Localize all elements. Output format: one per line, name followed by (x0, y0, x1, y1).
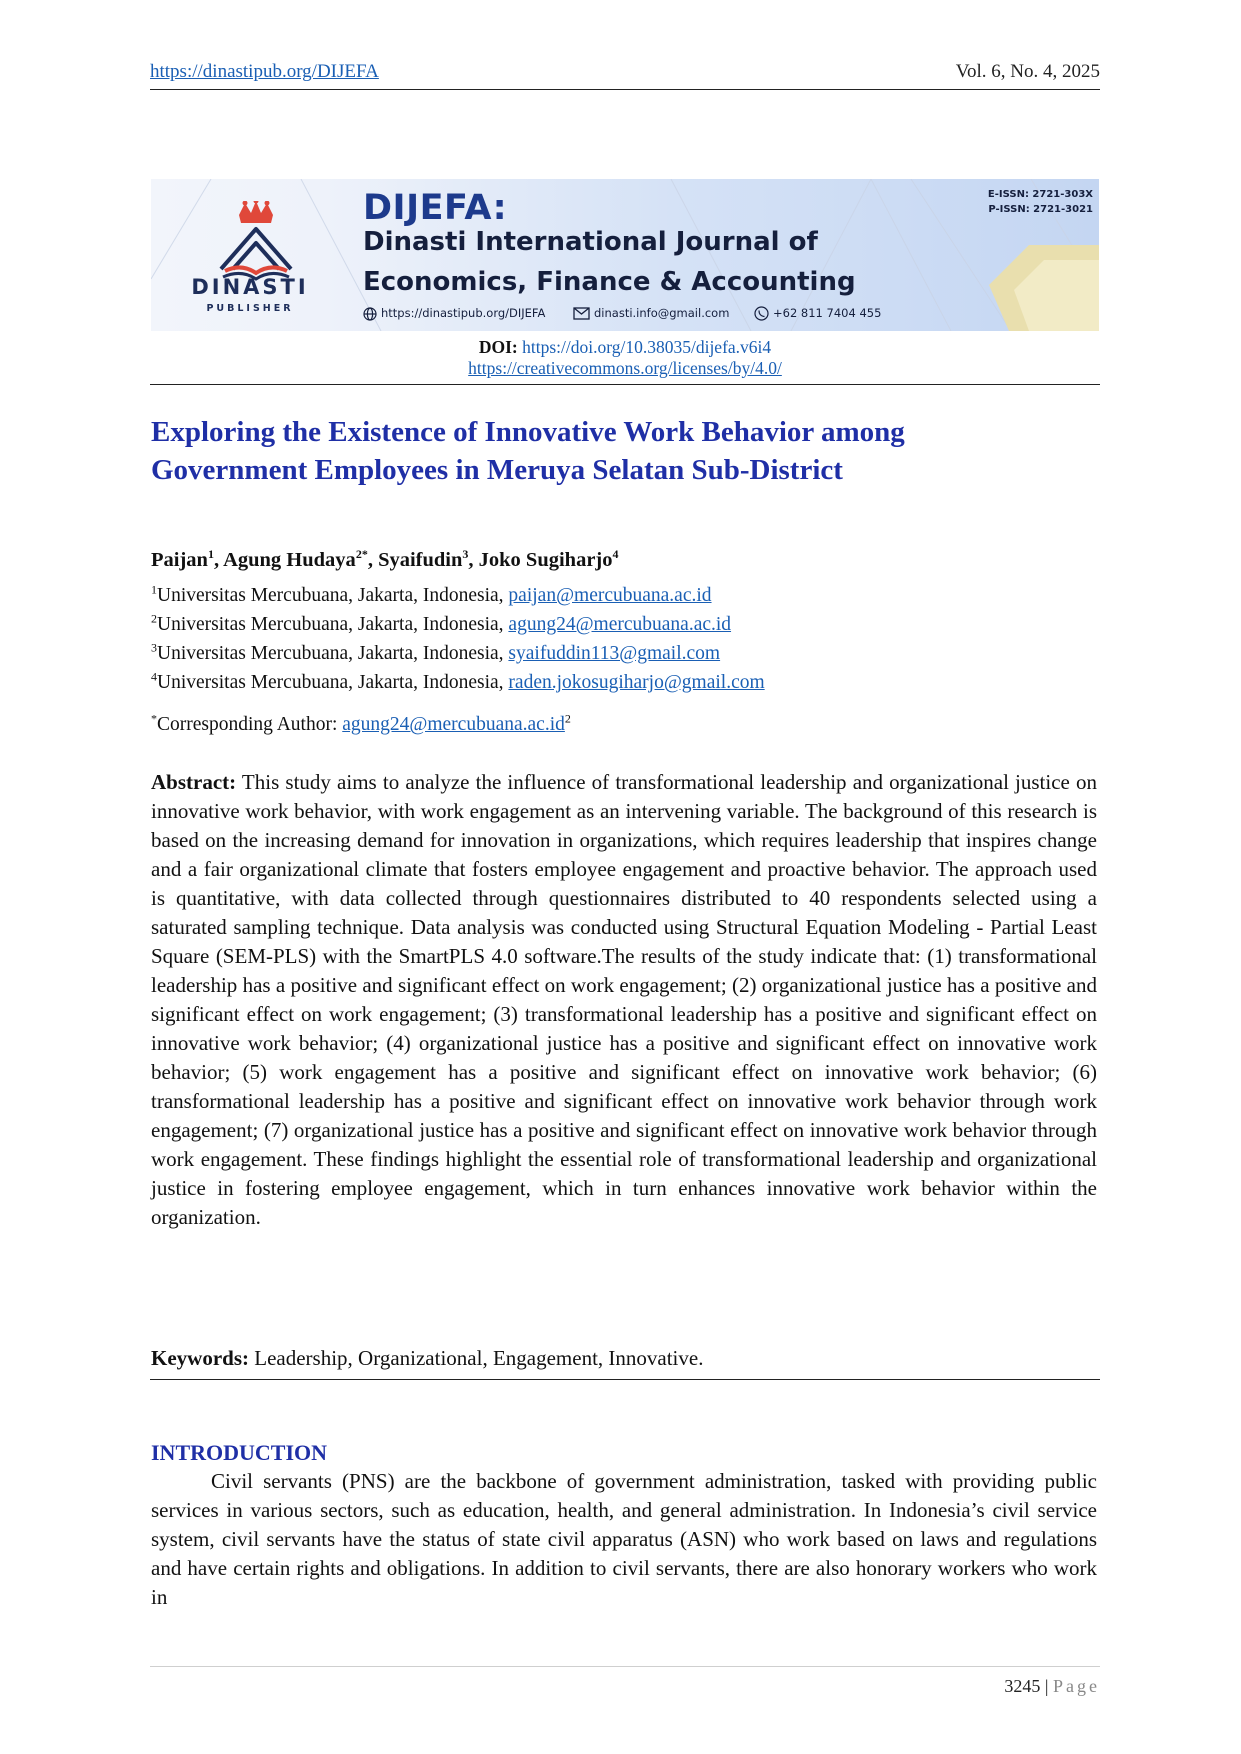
abstract (151, 768, 1097, 1232)
affiliation-number: 3 (151, 640, 157, 655)
page-separator: | (1044, 1676, 1049, 1696)
affiliation-text: Universitas Mercubuana, Jakarta, Indonesia, (157, 672, 509, 693)
journal-banner (151, 179, 1099, 331)
doi-link[interactable]: https://doi.org/10.38035/dijefa.v6i4 (522, 337, 772, 357)
doi-block (150, 337, 1100, 379)
abstract-label: Abstract: (151, 770, 237, 794)
author-name: Syaifudin (378, 549, 463, 571)
journal-name-line-1: Dinasti International Journal of (363, 227, 818, 257)
title-line-2: Government Employees in Meruya Selatan Sub-District (151, 454, 843, 486)
footer-divider (150, 1666, 1100, 1667)
author-name: Paijan (151, 549, 208, 571)
affiliation-text: Universitas Mercubuana, Jakarta, Indonesia, (157, 585, 509, 606)
author-email-link[interactable]: agung24@mercubuana.ac.id (508, 614, 732, 635)
page-label: Page (1053, 1676, 1100, 1696)
journal-abbreviation: DIJEFA: (363, 188, 508, 228)
author-email-link[interactable]: syaifuddin113@gmail.com (508, 643, 721, 664)
page-footer (1004, 1676, 1100, 1697)
affiliation-text: Universitas Mercubuana, Jakarta, Indonesia, (157, 614, 509, 635)
affiliation-item (151, 610, 765, 639)
abstract-text: This study aims to analyze the influence of transformational leadership and organizational justice on innovative work behavior, with work engagement as an intervening variable. The background of this research is based on the increasing demand for innovation in organizations, which requires leadership that inspires change and a fair organizational climate that fosters employee engagement and proactive behavior. The approach used is quantitative, with data collected through questionnaires distributed to 40 respondents selected using a saturated sampling technique. Data analysis was conducted using Structural Equation Modeling - Partial Least Square (SEM-PLS) with the SmartPLS 4.0 software.The results of the study indicate that: (1) transformational leadership has a positive and significant effect on work engagement; (2) organizational justice has a positive and significant effect on work engagement; (3) transformational leadership has a positive and significant effect on innovative work behavior; (4) organizational justice has a positive and significant effect on innovative work behavior; (5) work engagement has a positive and significant effect on innovative work behavior; (6) transformational leadership has a positive and significant effect on innovative work behavior through work engagement; (7) organizational justice has a positive and significant effect on innovative work behavior through work engagement. These findings highlight the essential role of transformational leadership and organizational justice in fostering employee engagement, which in turn enhances innovative work behavior within the organization. (151, 770, 1098, 1229)
banner-phone (754, 306, 881, 321)
author-affiliation-marker: 1 (207, 547, 214, 562)
e-issn: E-ISSN: 2721-303X (987, 189, 1093, 200)
page-number: 3245 (1004, 1676, 1041, 1696)
corresponding-star: * (151, 711, 157, 726)
affiliation-item (151, 581, 765, 610)
publisher-name: DINASTI (191, 275, 309, 299)
author-email-link[interactable]: raden.jokosugiharjo@gmail.com (508, 672, 765, 693)
affiliation-list (151, 581, 765, 697)
keywords-label: Keywords: (151, 1346, 249, 1370)
mail-icon (573, 307, 590, 320)
corresponding-email-link[interactable]: agung24@mercubuana.ac.id (342, 714, 565, 735)
title-line-1: Exploring the Existence of Innovative Work Behavior among (151, 416, 905, 448)
journal-name-line-2: Economics, Finance & Accounting (363, 267, 856, 297)
corresponding-sup: 2 (564, 711, 571, 726)
publisher-subtitle: PUBLISHER (206, 303, 294, 314)
volume-info: Vol. 6, No. 4, 2025 (955, 61, 1100, 82)
affiliation-number: 1 (151, 582, 157, 597)
banner-decoration-shape (989, 245, 1099, 331)
running-header (150, 61, 1100, 90)
keywords-text: Leadership, Organizational, Engagement, Innovative. (254, 1346, 704, 1370)
journal-url-link[interactable]: https://dinastipub.org/DIJEFA (150, 61, 379, 82)
p-issn: P-ISSN: 2721-3021 (988, 204, 1093, 215)
author-name: Joko Sugiharjo (478, 549, 613, 571)
banner-email-text: dinasti.info@gmail.com (594, 306, 730, 320)
author-list: Paijan$^1$, Agung Hudaya$^{2*}$, Syaifudin$^3$, Joko Sugiharjo$^4$ (151, 547, 619, 571)
paper-title (151, 413, 1111, 489)
affiliation-item (151, 639, 765, 668)
affiliation-number: 4 (151, 669, 157, 684)
banner-email (573, 306, 729, 320)
affiliation-number: 2 (151, 611, 157, 626)
banner-website (363, 306, 545, 321)
section-heading-introduction: INTRODUCTION (151, 1440, 328, 1465)
affiliation-item (151, 668, 765, 697)
header-divider (150, 384, 1100, 385)
corresponding-author (151, 711, 571, 736)
banner-phone-text: +62 811 7404 455 (773, 306, 882, 320)
globe-icon (363, 307, 377, 321)
phone-icon (754, 306, 769, 321)
banner-website-text: https://dinastipub.org/DIJEFA (381, 306, 546, 320)
author-affiliation-marker: 4 (612, 547, 619, 562)
abstract-divider (150, 1379, 1100, 1380)
corresponding-label: Corresponding Author: (157, 714, 343, 735)
introduction-paragraph: Civil servants (PNS) are the backbone of government administration, tasked with providing public services in various sectors, such as education, health, and general administration. In Indonesia’s civil service system, civil servants have the status of state civil apparatus (ASN) who work based on laws and regulations and have certain rights and obligations. In addition to civil servants, there are also honorary workers who work in (151, 1469, 1097, 1609)
author-email-link[interactable]: paijan@mercubuana.ac.id (508, 585, 712, 606)
license-link[interactable]: https://creativecommons.org/licenses/by/4.0/ (468, 358, 782, 378)
doi-label: DOI: (478, 337, 518, 357)
keywords (151, 1346, 703, 1371)
author-affiliation-marker: 3 (462, 547, 469, 562)
affiliation-text: Universitas Mercubuana, Jakarta, Indonesia, (157, 643, 509, 664)
author-affiliation-marker: 2* (355, 547, 368, 562)
author-name: Agung Hudaya (223, 549, 356, 571)
